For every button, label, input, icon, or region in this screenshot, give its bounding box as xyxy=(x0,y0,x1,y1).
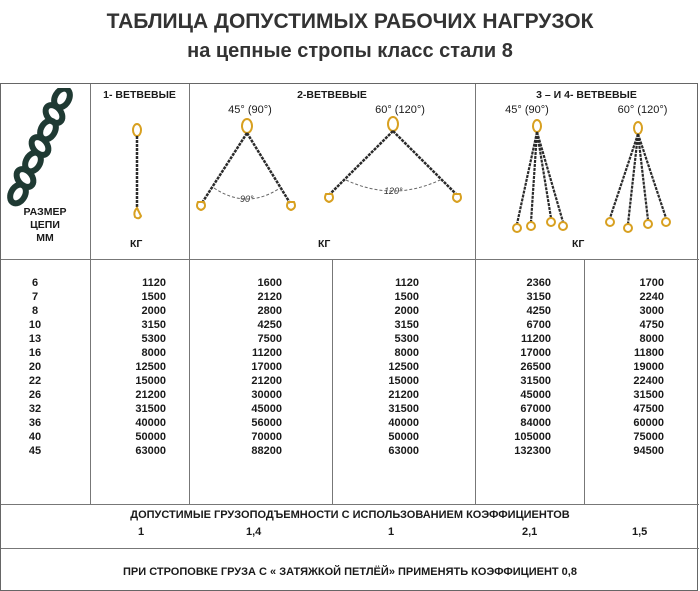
table-cell: 12500 xyxy=(135,361,166,373)
table-cell: 1500 xyxy=(394,291,419,303)
table-cell: 31500 xyxy=(633,389,664,401)
page-title: ТАБЛИЦА ДОПУСТИМЫХ РАБОЧИХ НАГРУЗОК xyxy=(106,10,594,33)
four-leg-60-column xyxy=(614,276,664,458)
four-leg-60-sling-image xyxy=(600,120,680,235)
table-cell: 21200 xyxy=(135,389,166,401)
table-cell: 3150 xyxy=(394,319,419,331)
divider xyxy=(1,259,699,260)
table-cell: 4250 xyxy=(526,305,551,317)
table-cell: 45 xyxy=(28,445,42,457)
three-four-leg-header: 3 – И 4- ВЕТВЕВЫЕ xyxy=(536,89,637,101)
unit-label: КГ xyxy=(130,238,143,250)
table-cell: 47500 xyxy=(633,403,664,415)
table-cell: 105000 xyxy=(514,431,551,443)
table-cell: 6 xyxy=(31,277,39,289)
table-cell: 1120 xyxy=(395,277,419,289)
coeff-value: 2,1 xyxy=(522,526,538,538)
four-leg-45-sling-image xyxy=(505,118,575,238)
table-cell: 63000 xyxy=(388,445,419,457)
one-leg-header: 1- ВЕТВЕВЫЕ xyxy=(103,89,176,101)
table-cell: 5300 xyxy=(394,333,419,345)
size-header: РАЗМЕР ЦЕПИ ММ xyxy=(23,206,67,244)
table-cell: 32 xyxy=(28,403,42,415)
table-cell: 1120 xyxy=(142,277,166,289)
one-leg-column xyxy=(120,276,166,458)
table-cell: 7 xyxy=(31,291,39,303)
table-cell: 19000 xyxy=(633,361,664,373)
table-cell: 11200 xyxy=(252,347,282,359)
table-cell: 1700 xyxy=(639,277,664,289)
angle-45b-label: 45° (90°) xyxy=(505,104,549,116)
table-cell: 63000 xyxy=(135,445,166,457)
divider xyxy=(1,548,699,549)
table-cell: 26500 xyxy=(520,361,551,373)
table-cell: 2120 xyxy=(257,291,282,303)
coeff-value: 1,5 xyxy=(632,526,648,538)
table-cell: 8 xyxy=(31,305,39,317)
size-column xyxy=(20,276,50,458)
table-cell: 26 xyxy=(28,389,42,401)
table-cell: 3150 xyxy=(141,319,166,331)
table-cell: 22400 xyxy=(633,375,664,387)
table-cell: 94500 xyxy=(633,445,664,457)
table-cell: 1500 xyxy=(141,291,166,303)
angle-120-text: 120° xyxy=(384,186,403,196)
table-cell: 75000 xyxy=(633,431,664,443)
angle-45-label: 45° (90°) xyxy=(228,104,272,116)
divider xyxy=(1,504,699,505)
one-leg-sling-image xyxy=(125,122,150,222)
table-cell: 40000 xyxy=(135,417,166,429)
table-cell: 88200 xyxy=(251,445,282,457)
table-cell: 45000 xyxy=(520,389,551,401)
divider xyxy=(332,259,333,504)
table-cell: 50000 xyxy=(135,431,166,443)
unit-label: КГ xyxy=(572,238,585,250)
table-cell: 60000 xyxy=(633,417,664,429)
divider xyxy=(90,84,91,504)
divider xyxy=(584,259,585,504)
table-cell: 17000 xyxy=(251,361,282,373)
angle-60-label: 60° (120°) xyxy=(375,104,425,116)
coeff-value: 1 xyxy=(138,526,145,538)
table-cell: 8000 xyxy=(639,333,664,345)
footer-note: ПРИ СТРОПОВКЕ ГРУЗА С « ЗАТЯЖКОЙ ПЕТЛЁЙ» ПРИМЕНЯТЬ КОЭФФИЦИЕНТ 0,8 xyxy=(123,566,577,578)
angle-90-text: 90° xyxy=(240,194,254,204)
coeff-title: ДОПУСТИМЫЕ ГРУЗОПОДЪЕМНОСТИ С ИСПОЛЬЗОВАНИЕМ КОЭФФИЦИЕНТОВ xyxy=(130,509,570,521)
table-cell: 1600 xyxy=(257,277,282,289)
table-cell: 132300 xyxy=(514,445,551,457)
table-cell: 21200 xyxy=(388,389,419,401)
table-cell: 40000 xyxy=(388,417,419,429)
table-cell: 2000 xyxy=(394,305,419,317)
angle-60b-label: 60° (120°) xyxy=(617,104,668,116)
two-leg-60-column xyxy=(373,276,419,458)
table-cell: 84000 xyxy=(520,417,551,429)
two-leg-45-sling-image xyxy=(192,118,302,218)
table-cell: 70000 xyxy=(251,431,282,443)
table-cell: 15000 xyxy=(135,375,166,387)
unit-label: КГ xyxy=(318,238,331,250)
divider xyxy=(189,84,190,504)
table-cell: 11200 xyxy=(521,333,551,345)
table-cell: 2000 xyxy=(141,305,166,317)
table-cell: 11800 xyxy=(634,347,664,359)
table-cell: 16 xyxy=(28,347,42,359)
table-cell: 45000 xyxy=(251,403,282,415)
table-cell: 31500 xyxy=(520,375,551,387)
table-cell: 10 xyxy=(28,319,42,331)
table-cell: 6700 xyxy=(526,319,551,331)
table-cell: 2800 xyxy=(257,305,282,317)
table-cell: 8000 xyxy=(394,347,419,359)
table-cell: 30000 xyxy=(251,389,282,401)
table-cell: 3000 xyxy=(639,305,664,317)
divider xyxy=(475,84,476,504)
table-cell: 56000 xyxy=(251,417,282,429)
four-leg-45-column xyxy=(497,276,551,458)
table-cell: 31500 xyxy=(388,403,419,415)
table-cell: 4250 xyxy=(257,319,282,331)
table-cell: 40 xyxy=(28,431,42,443)
page-subtitle: на цепные стропы класс стали 8 xyxy=(187,40,513,62)
two-leg-header: 2-ВЕТВЕВЫЕ xyxy=(297,89,367,101)
table-cell: 20 xyxy=(28,361,42,373)
table-cell: 3150 xyxy=(526,291,551,303)
table-cell: 2240 xyxy=(639,291,664,303)
table-cell: 8000 xyxy=(141,347,166,359)
two-leg-45-column xyxy=(236,276,282,458)
table-cell: 22 xyxy=(28,375,42,387)
chain-image xyxy=(6,88,76,208)
two-leg-60-sling-image xyxy=(318,116,468,216)
table-cell: 7500 xyxy=(257,333,282,345)
table-cell: 17000 xyxy=(520,347,551,359)
table-cell: 2360 xyxy=(526,277,551,289)
table-cell: 31500 xyxy=(135,403,166,415)
table-cell: 5300 xyxy=(141,333,166,345)
table-cell: 50000 xyxy=(388,431,419,443)
coeff-value: 1,4 xyxy=(246,526,262,538)
table-cell: 21200 xyxy=(251,375,282,387)
coeff-value: 1 xyxy=(388,526,395,538)
table-cell: 13 xyxy=(28,333,42,345)
table-cell: 36 xyxy=(28,417,42,429)
table-cell: 4750 xyxy=(639,319,664,331)
table-cell: 67000 xyxy=(520,403,551,415)
table-cell: 12500 xyxy=(388,361,419,373)
table-cell: 15000 xyxy=(388,375,419,387)
